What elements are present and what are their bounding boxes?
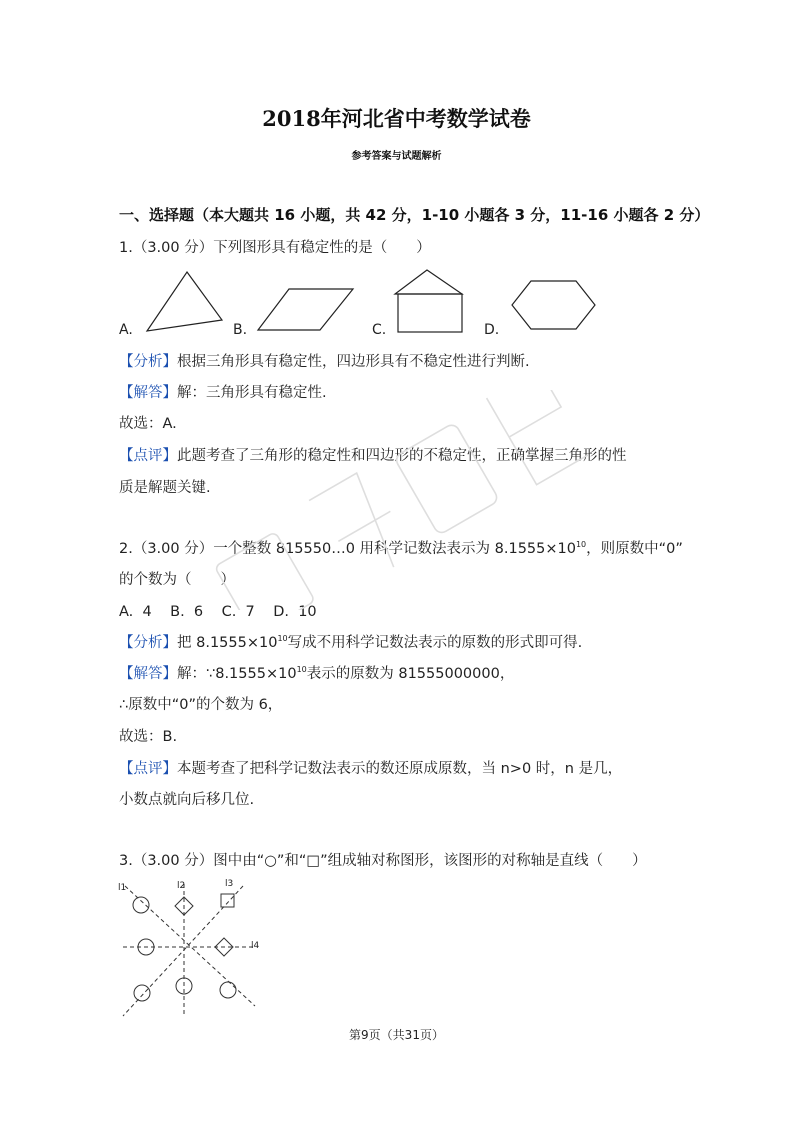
answer-exponent: 10 [296, 665, 307, 675]
answer-text: 解：三角形具有稳定性. [177, 385, 327, 401]
answer-tag: 【解答】 [119, 666, 177, 682]
q2-analysis [119, 633, 582, 653]
comment-text: 本题考查了把科学记数法表示的数还原成原数，当 n>0 时，n 是几， [177, 761, 623, 777]
q2-stem-text-end: ，则原数中“0” [586, 541, 683, 557]
label-l3: l3 [225, 879, 234, 889]
q1-option-a: A. [119, 322, 133, 338]
q2-choice: 故选：B. [119, 729, 178, 745]
page-title: 2018年河北省中考数学试卷 [262, 106, 531, 131]
q1-option-d: D. [484, 322, 500, 338]
label-l1: l1 [118, 883, 127, 893]
q2-stem-text: 2.（3.00 分）一个整数 815550…0 用科学记数法表示为 8.1555×10 [119, 541, 576, 557]
axis-line-l3 [123, 886, 243, 1016]
q2-answer-cont: ∴原数中“0”的个数为 6， [119, 697, 283, 713]
q1-figure-house [393, 268, 468, 334]
q2-stem [119, 539, 683, 559]
q2-answer [119, 664, 514, 684]
answer-text-end: 表示的原数为 81555000000， [306, 666, 515, 682]
q1-comment-cont: 质是解题关键. [119, 480, 211, 496]
q1-choice: 故选：A. [119, 416, 177, 432]
q1-option-c: C. [372, 322, 387, 338]
analysis-exponent: 10 [277, 634, 288, 644]
answer-tag: 【解答】 [119, 385, 177, 401]
q2-comment [119, 759, 622, 779]
q1-answer [119, 383, 327, 403]
analysis-text: 把 8.1555×10 [177, 635, 278, 651]
answer-text: 解：∵8.1555×10 [177, 666, 297, 682]
q1-option-b: B. [233, 322, 248, 338]
q1-figure-hexagon [508, 278, 598, 334]
q1-stem: 1.（3.00 分）下列图形具有稳定性的是（ ） [119, 240, 431, 256]
circle-shape [134, 985, 150, 1001]
square-shape [221, 894, 234, 907]
q2-stem-cont: 的个数为（ ） [119, 572, 235, 588]
label-l4: l4 [251, 941, 260, 951]
q1-figure-triangle [140, 268, 230, 334]
page-subtitle: 参考答案与试题解析 [351, 151, 442, 162]
comment-text: 此题考查了三角形的稳定性和四边形的不稳定性，正确掌握三角形的性 [177, 448, 627, 464]
q2-stem-exponent: 10 [575, 540, 587, 550]
circle-shape [133, 897, 149, 913]
q3-figure [115, 876, 265, 1021]
analysis-text-end: 写成不用科学记数法表示的原数的形式即可得. [287, 635, 583, 651]
analysis-text: 根据三角形具有稳定性，四边形具有不稳定性进行判断. [177, 354, 530, 370]
comment-tag: 【点评】 [119, 761, 177, 777]
circle-shape [220, 982, 236, 998]
q1-analysis [119, 352, 530, 372]
analysis-tag: 【分析】 [119, 354, 177, 370]
label-l2: l2 [177, 881, 186, 891]
q1-figure-parallelogram [253, 285, 358, 333]
page-footer: 第9页（共31页） [349, 1028, 444, 1042]
q3-stem: 3.（3.00 分）图中由“○”和“□”组成轴对称图形，该图形的对称轴是直线（ ） [119, 853, 647, 869]
q2-comment-cont: 小数点就向后移几位. [119, 792, 255, 808]
q1-comment [119, 446, 627, 466]
section-heading: 一、选择题（本大题共 16 小题，共 42 分，1-10 小题各 3 分，11-16 小题各 2 分） [119, 206, 710, 224]
q2-options: A. 4 B. 6 C. 7 D. 10 [119, 604, 317, 620]
comment-tag: 【点评】 [119, 448, 177, 464]
analysis-tag: 【分析】 [119, 635, 177, 651]
